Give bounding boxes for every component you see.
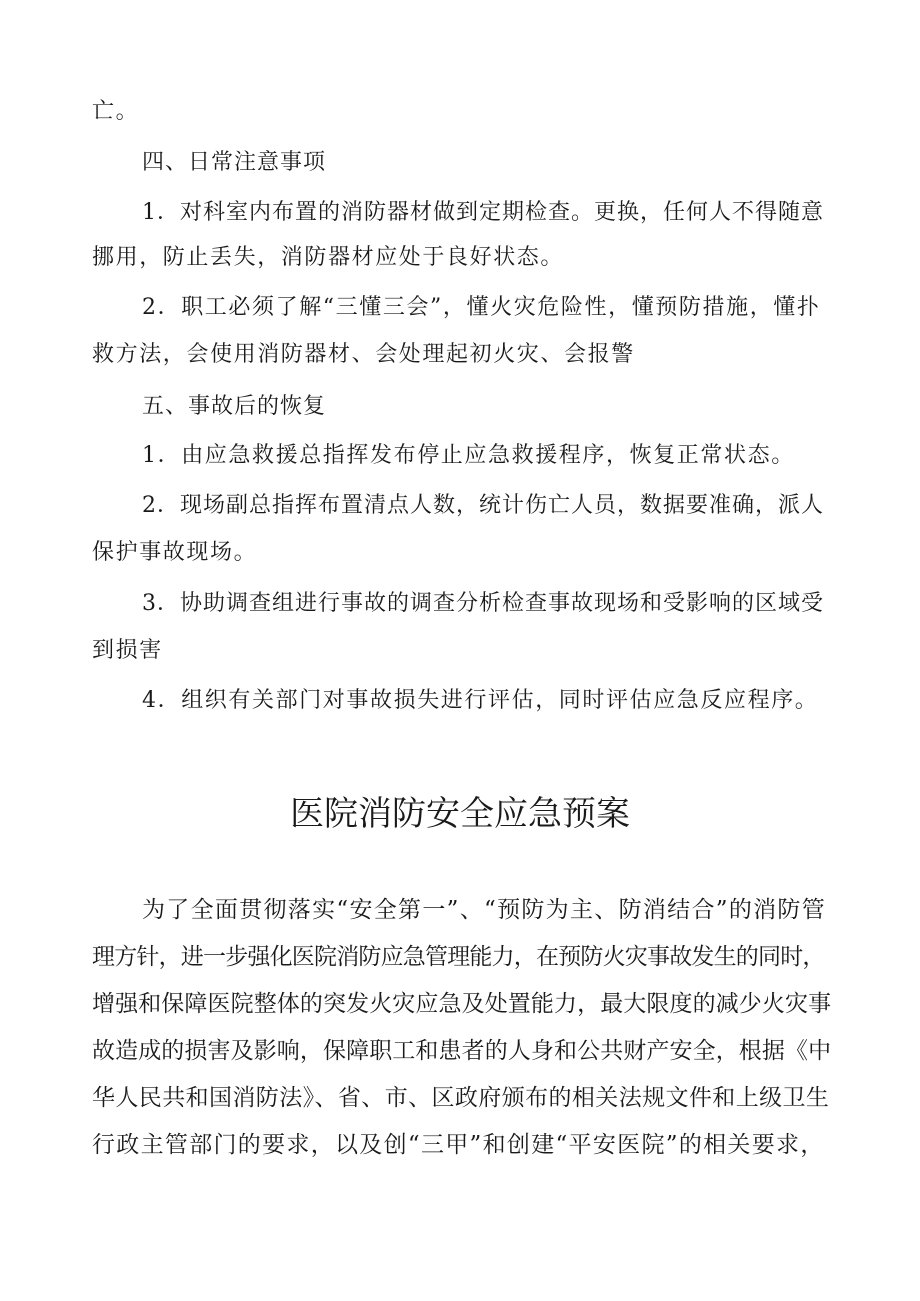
paragraph-line: 2．现场副总指挥布置清点人数，统计伤亡人员，数据要准确，派人 xyxy=(142,493,824,518)
section-heading-daily-precautions: 四、日常注意事项 xyxy=(142,150,327,175)
paragraph-line: 挪用，防止丢失，消防器材应处于良好状态。 xyxy=(92,245,565,270)
paragraph-line: 保护事故现场。 xyxy=(92,540,258,565)
paragraph-line: 1．由应急救援总指挥发布停止应急救援程序，恢复正常状态。 xyxy=(142,443,795,468)
continued-text: 亡。 xyxy=(92,99,140,124)
document-title: 医院消防安全应急预案 xyxy=(290,794,630,834)
paragraph-line: 1．对科室内布置的消防器材做到定期检查。更换，任何人不得随意 xyxy=(142,200,824,225)
paragraph-line: 3．协助调查组进行事故的调查分析检查事故现场和受影响的区域受 xyxy=(142,591,824,616)
paragraph-line: 为了全面贯彻落实“安全第一”、“预防为主、防消结合”的消防管 xyxy=(142,897,827,923)
paragraph-line: 故造成的损害及影响，保障职工和患者的人身和公共财产安全，根据《中 xyxy=(92,1038,832,1064)
paragraph-line: 华人民共和国消防法》、省、市、区政府颁布的相关法规文件和上级卫生 xyxy=(92,1085,830,1111)
paragraph-line: 2．职工必须了解“三懂三会”，懂火灾危险性，懂预防措施，懂扑 xyxy=(142,295,821,320)
paragraph-line: 4．组织有关部门对事故损失进行评估，同时评估应急反应程序。 xyxy=(142,688,819,713)
paragraph-line: 行政主管部门的要求，以及创“三甲”和创建“平安医院”的相关要求， xyxy=(92,1132,825,1158)
paragraph-line: 理方针，进一步强化医院消防应急管理能力，在预防火灾事故发生的同时， xyxy=(92,944,825,970)
paragraph-line: 增强和保障医院整体的突发火灾应急及处置能力，最大限度的减少火灾事 xyxy=(92,991,832,1017)
section-heading-recovery: 五、事故后的恢复 xyxy=(142,394,327,419)
paragraph-line: 到损害 xyxy=(92,638,163,663)
paragraph-line: 救方法，会使用消防器材、会处理起初火灾、会报警 xyxy=(92,342,635,367)
